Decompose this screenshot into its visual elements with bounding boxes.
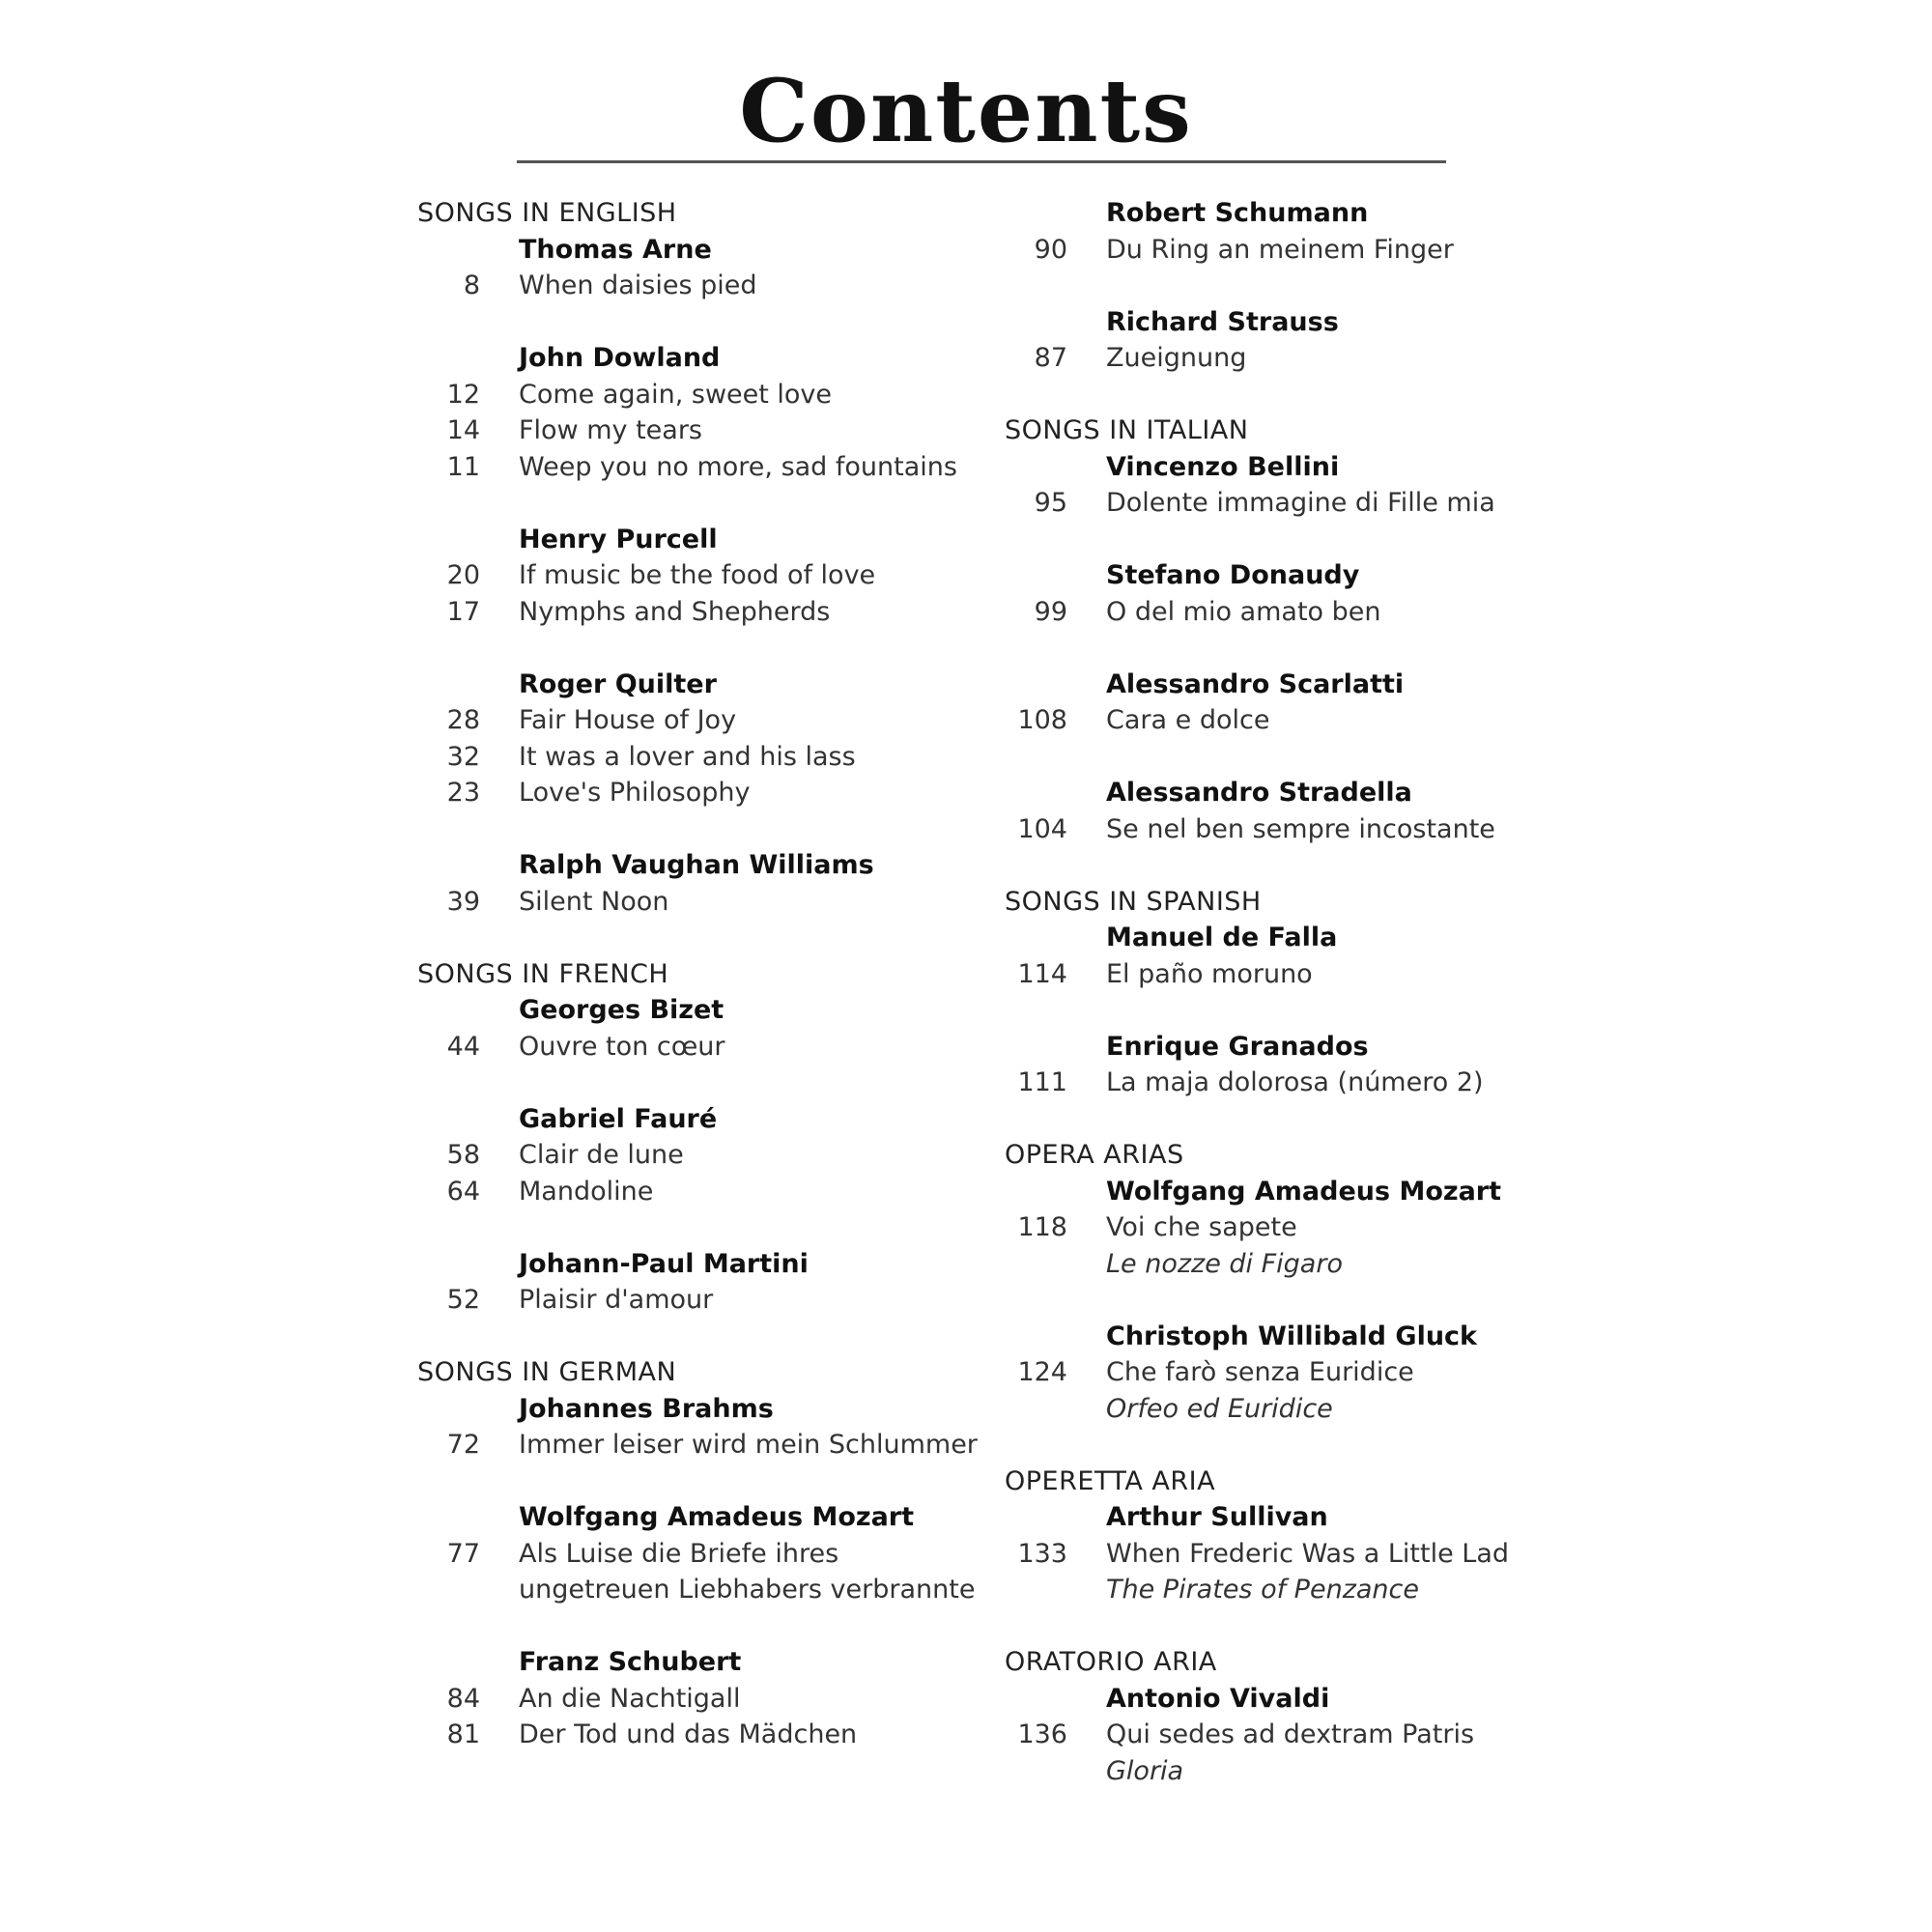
toc-entry bbox=[1005, 1209, 1546, 1246]
song-title: Che farò senza Euridice bbox=[1106, 1357, 1414, 1387]
page-number: 87 bbox=[1034, 343, 1067, 373]
song-title: La maja dolorosa (número 2) bbox=[1106, 1067, 1484, 1097]
song-title: Silent Noon bbox=[519, 886, 669, 917]
toc-entry bbox=[417, 1536, 978, 1573]
section-heading: SONGS IN ENGLISH bbox=[417, 198, 677, 228]
spacer bbox=[417, 920, 978, 956]
title-divider bbox=[517, 160, 1446, 163]
song-title: Weep you no more, sad fountains bbox=[519, 451, 957, 482]
page-number: 11 bbox=[446, 451, 480, 482]
composer-name: Wolfgang Amadeus Mozart bbox=[1106, 1176, 1502, 1207]
composer-name: Thomas Arne bbox=[519, 234, 712, 265]
section-heading: OPERETTA ARIA bbox=[1005, 1465, 1216, 1496]
spacer bbox=[1005, 1101, 1546, 1138]
toc-entry bbox=[417, 739, 978, 776]
page-number: 77 bbox=[446, 1538, 480, 1569]
page-number: 58 bbox=[446, 1140, 480, 1170]
section-heading: ORATORIO ARIA bbox=[1005, 1647, 1217, 1677]
toc-entry bbox=[1005, 811, 1546, 848]
page-number: 64 bbox=[446, 1176, 480, 1207]
page-number: 23 bbox=[446, 778, 480, 808]
song-title: Clair de lune bbox=[519, 1140, 684, 1170]
page-number: 52 bbox=[446, 1285, 480, 1315]
song-title: Der Tod und das Mädchen bbox=[519, 1719, 858, 1749]
song-title: Nymphs and Shepherds bbox=[519, 596, 831, 627]
toc-entry bbox=[1005, 340, 1546, 377]
song-title: When daisies pied bbox=[519, 270, 757, 300]
toc-entry bbox=[417, 594, 978, 631]
composer-name: Georges Bizet bbox=[519, 995, 724, 1025]
composer-name: Christoph Willibald Gluck bbox=[1106, 1321, 1478, 1351]
song-title: Plaisir d'amour bbox=[519, 1285, 714, 1315]
toc-entry bbox=[1005, 956, 1546, 993]
toc-entry bbox=[417, 412, 978, 449]
toc-entry bbox=[417, 1137, 978, 1174]
song-title: Come again, sweet love bbox=[519, 379, 833, 410]
composer-name: Henry Purcell bbox=[519, 524, 718, 554]
spacer bbox=[1005, 522, 1546, 558]
toc-entry bbox=[1005, 594, 1546, 631]
composer-name: Robert Schumann bbox=[1106, 198, 1369, 228]
composer-name: Gabriel Fauré bbox=[519, 1103, 718, 1134]
song-title: Cara e dolce bbox=[1106, 705, 1270, 735]
toc-entry bbox=[417, 1717, 978, 1753]
song-title: Dolente immagine di Fille mia bbox=[1106, 488, 1495, 518]
page-number: 133 bbox=[1017, 1538, 1067, 1569]
section-heading: SONGS IN FRENCH bbox=[417, 958, 669, 989]
composer-name: Enrique Granados bbox=[1106, 1031, 1369, 1062]
composer-name: Vincenzo Bellini bbox=[1106, 451, 1340, 482]
page-number: 84 bbox=[446, 1683, 480, 1714]
page-number: 136 bbox=[1017, 1719, 1067, 1749]
song-title: Als Luise die Briefe ihres bbox=[519, 1538, 839, 1569]
spacer bbox=[417, 1608, 978, 1645]
toc-entry bbox=[1005, 1354, 1546, 1391]
spacer bbox=[1005, 268, 1546, 304]
spacer bbox=[417, 1319, 978, 1355]
song-title: An die Nachtigall bbox=[519, 1683, 741, 1714]
page-number: 111 bbox=[1017, 1067, 1067, 1097]
composer-name: Richard Strauss bbox=[1106, 306, 1339, 337]
song-title: Se nel ben sempre incostante bbox=[1106, 813, 1495, 844]
toc-entry bbox=[417, 1681, 978, 1718]
toc-entry bbox=[1005, 1065, 1546, 1101]
work-title: Gloria bbox=[1106, 1755, 1184, 1786]
page-number: 44 bbox=[446, 1031, 480, 1062]
song-title: Flow my tears bbox=[519, 415, 702, 445]
page-number: 32 bbox=[446, 741, 480, 772]
spacer bbox=[417, 811, 978, 848]
song-title: When Frederic Was a Little Lad bbox=[1106, 1538, 1510, 1569]
work-title: The Pirates of Penzance bbox=[1106, 1575, 1419, 1605]
toc-entry bbox=[417, 268, 978, 304]
spacer bbox=[1005, 1282, 1546, 1319]
song-title: Fair House of Joy bbox=[519, 705, 737, 735]
spacer bbox=[417, 1065, 978, 1101]
toc-entry bbox=[417, 449, 978, 486]
page-number: 95 bbox=[1034, 488, 1067, 518]
spacer bbox=[417, 1463, 978, 1500]
right-column bbox=[1005, 195, 1546, 1789]
composer-name: Alessandro Scarlatti bbox=[1106, 668, 1405, 699]
toc-entry bbox=[417, 1427, 978, 1463]
composer-name: Stefano Donaudy bbox=[1106, 560, 1360, 590]
page-number: 20 bbox=[446, 560, 480, 590]
page-number: 8 bbox=[463, 270, 480, 300]
page-number: 81 bbox=[446, 1719, 480, 1749]
toc-entry bbox=[417, 1029, 978, 1065]
song-title: Immer leiser wird mein Schlummer bbox=[519, 1430, 978, 1460]
song-title: O del mio amato ben bbox=[1106, 596, 1381, 627]
toc-entry bbox=[1005, 702, 1546, 739]
page-number: 17 bbox=[446, 596, 480, 627]
toc-entry bbox=[1005, 1536, 1546, 1573]
page-number: 124 bbox=[1017, 1357, 1067, 1387]
song-title: Ouvre ton cœur bbox=[519, 1031, 725, 1062]
toc-entry bbox=[1005, 1717, 1546, 1753]
toc-entry bbox=[1005, 485, 1546, 522]
spacer bbox=[1005, 630, 1546, 667]
spacer bbox=[417, 1209, 978, 1246]
page-number: 28 bbox=[446, 705, 480, 735]
toc-entry bbox=[417, 1174, 978, 1210]
spacer bbox=[417, 304, 978, 341]
page-title: Contents bbox=[739, 60, 1193, 162]
spacer bbox=[1005, 377, 1546, 413]
composer-name: Ralph Vaughan Williams bbox=[519, 850, 874, 880]
page-number: 72 bbox=[446, 1430, 480, 1460]
spacer bbox=[1005, 847, 1546, 884]
spacer bbox=[417, 485, 978, 522]
page-number: 90 bbox=[1034, 234, 1067, 265]
song-title: Zueignung bbox=[1106, 343, 1247, 373]
spacer bbox=[1005, 1608, 1546, 1645]
composer-name: Alessandro Stradella bbox=[1106, 778, 1412, 808]
composer-name: Johannes Brahms bbox=[519, 1393, 774, 1424]
page-number: 39 bbox=[446, 886, 480, 917]
composer-name: Arthur Sullivan bbox=[1106, 1502, 1328, 1532]
song-title: Du Ring an meinem Finger bbox=[1106, 234, 1454, 265]
toc-entry bbox=[417, 1282, 978, 1319]
composer-name: Wolfgang Amadeus Mozart bbox=[519, 1502, 915, 1532]
work-title: Orfeo ed Euridice bbox=[1106, 1393, 1333, 1424]
section-heading: SONGS IN ITALIAN bbox=[1005, 415, 1249, 445]
toc-entry bbox=[417, 702, 978, 739]
song-title: Voi che sapete bbox=[1106, 1212, 1297, 1242]
left-column bbox=[417, 195, 978, 1753]
composer-name: Franz Schubert bbox=[519, 1647, 742, 1677]
spacer bbox=[417, 630, 978, 667]
page-number: 114 bbox=[1017, 958, 1067, 989]
section-heading: SONGS IN SPANISH bbox=[1005, 886, 1262, 917]
toc-entry bbox=[417, 377, 978, 413]
section-heading: OPERA ARIAS bbox=[1005, 1140, 1184, 1170]
page-number: 99 bbox=[1034, 596, 1067, 627]
page-number: 118 bbox=[1017, 1212, 1067, 1242]
toc-entry bbox=[1005, 232, 1546, 269]
spacer bbox=[1005, 1427, 1546, 1463]
composer-name: Manuel de Falla bbox=[1106, 923, 1338, 952]
spacer bbox=[1005, 992, 1546, 1029]
song-title: Love's Philosophy bbox=[519, 778, 751, 808]
work-title: Le nozze di Figaro bbox=[1106, 1248, 1343, 1279]
song-title: Mandoline bbox=[519, 1176, 654, 1207]
composer-name: Roger Quilter bbox=[519, 668, 717, 699]
song-title: It was a lover and his lass bbox=[519, 741, 856, 772]
toc-entry bbox=[417, 557, 978, 594]
song-title-continued: ungetreuen Liebhabers verbrannte bbox=[519, 1575, 976, 1605]
song-title: Qui sedes ad dextram Patris bbox=[1106, 1719, 1475, 1749]
page-number: 104 bbox=[1017, 813, 1067, 844]
page-number: 14 bbox=[446, 415, 480, 445]
song-title: El paño moruno bbox=[1106, 958, 1313, 989]
section-heading: SONGS IN GERMAN bbox=[417, 1357, 677, 1387]
spacer bbox=[1005, 739, 1546, 776]
page-number: 108 bbox=[1017, 705, 1067, 735]
composer-name: John Dowland bbox=[519, 343, 721, 373]
song-title: If music be the food of love bbox=[519, 560, 876, 590]
composer-name: Johann-Paul Martini bbox=[519, 1248, 809, 1279]
composer-name: Antonio Vivaldi bbox=[1106, 1683, 1330, 1714]
page-number: 12 bbox=[446, 379, 480, 410]
toc-entry bbox=[417, 775, 978, 811]
toc-entry bbox=[417, 884, 978, 921]
